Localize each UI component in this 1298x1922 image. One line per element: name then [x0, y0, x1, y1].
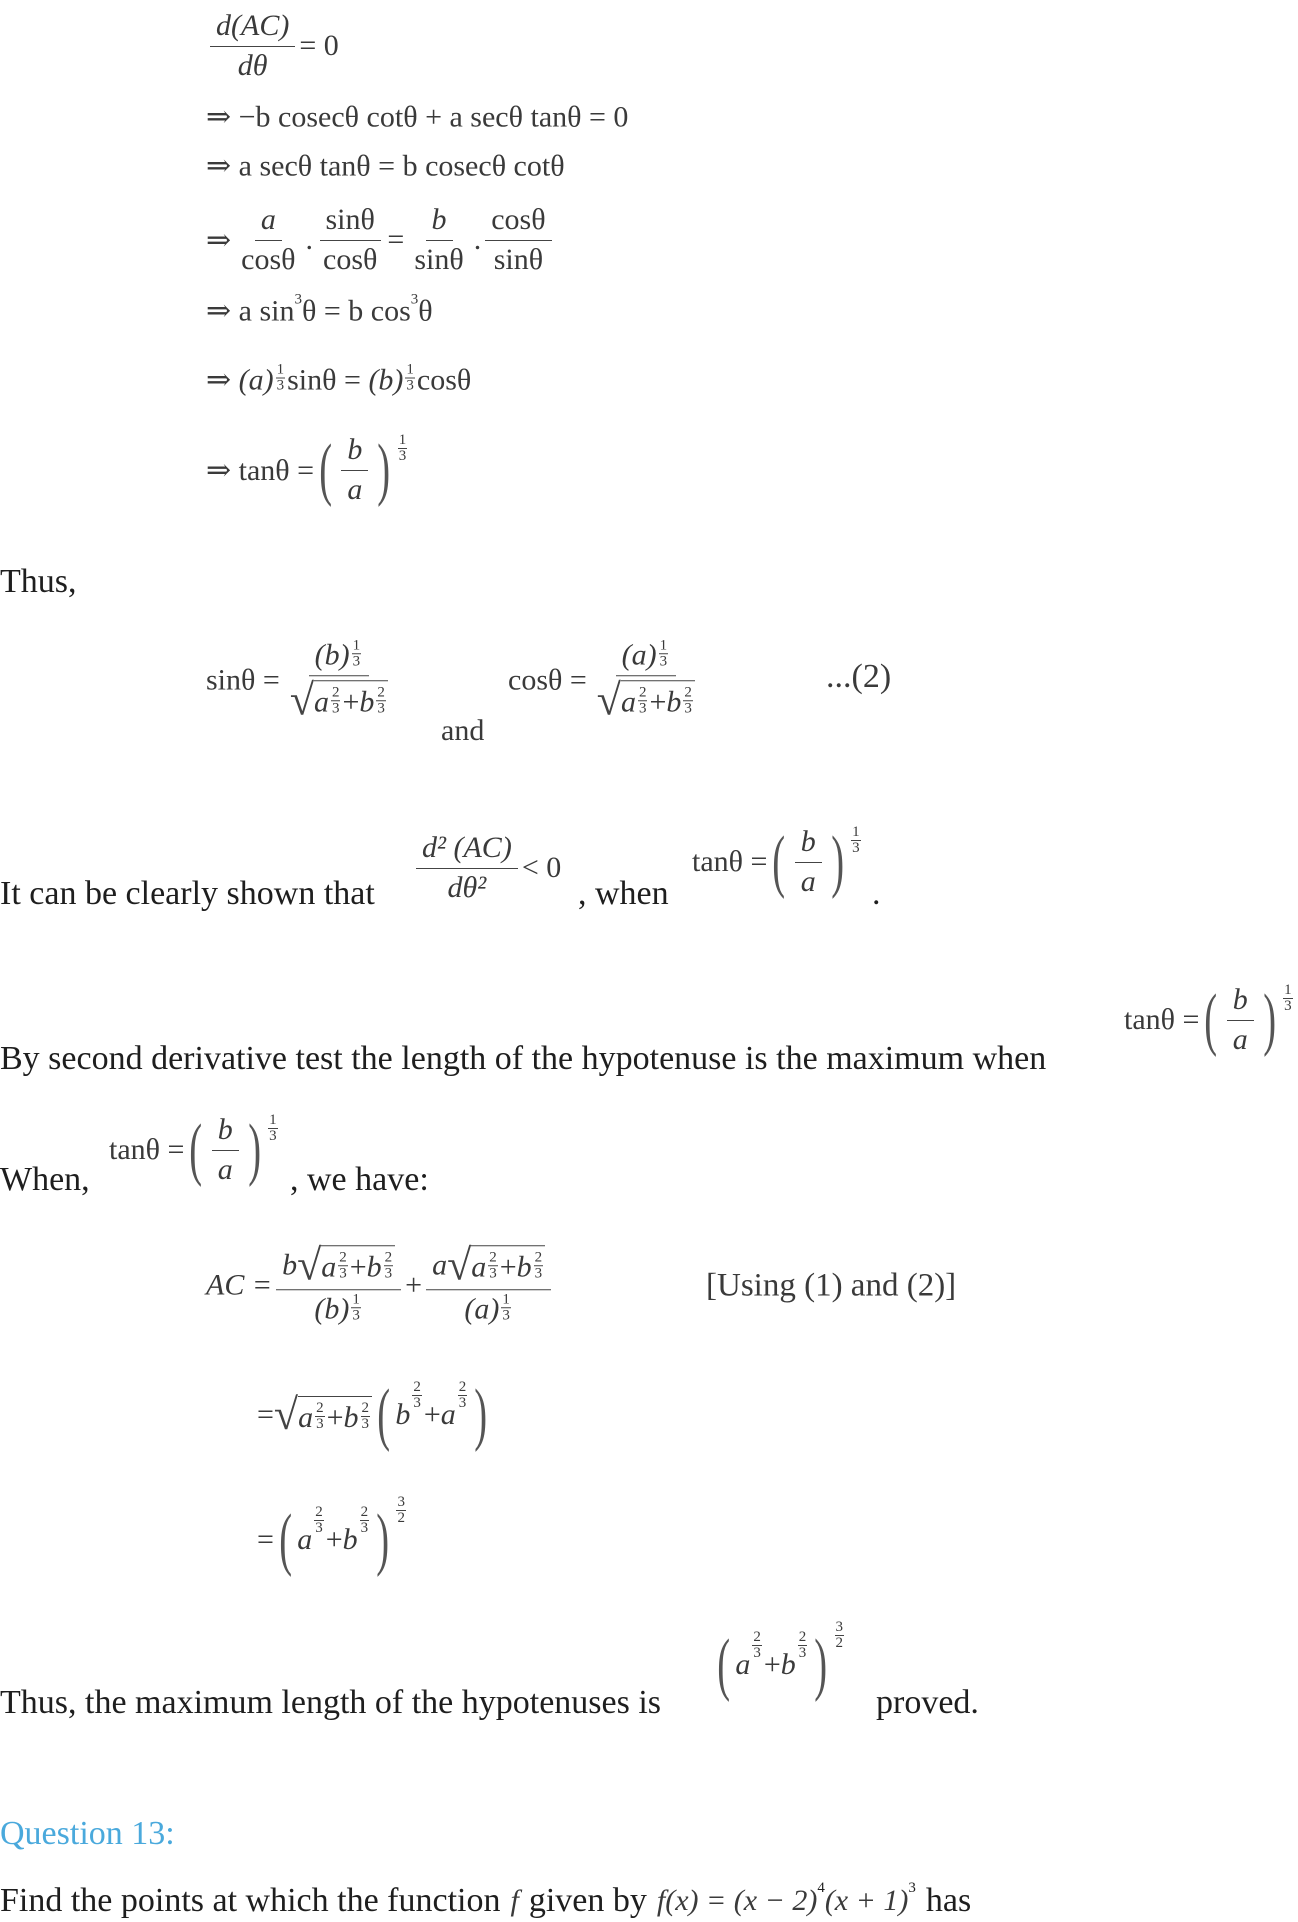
denominator: a — [217, 1152, 233, 1186]
paren: ) — [1263, 981, 1276, 1058]
sqrt: √ a $\frac{2}{3}$ + b $\frac{2}{3}$ — [274, 1393, 372, 1437]
question-heading: Question 13: — [0, 1815, 175, 1852]
lhs: tanθ = — [692, 845, 768, 878]
exp — [752, 1630, 762, 1661]
num: 2 — [534, 1249, 543, 1266]
exp — [534, 1251, 544, 1282]
numerator: cosθ — [485, 203, 551, 241]
exponent-fraction — [276, 363, 286, 394]
numerator: d² (AC) — [416, 831, 518, 869]
text: has — [925, 1882, 972, 1919]
plus: + — [423, 1398, 441, 1431]
ac-expression — [206, 1240, 555, 1327]
clearly-text: It can be clearly shown that — [0, 875, 375, 912]
tan-expr — [1124, 983, 1295, 1057]
part: cosθ — [416, 363, 472, 396]
paren: ( — [717, 1626, 731, 1703]
den: 3 — [413, 1395, 421, 1411]
lhs: cosθ = — [508, 663, 587, 696]
fraction — [416, 831, 518, 905]
num: 2 — [458, 1379, 467, 1395]
sin-theta-eq — [206, 638, 398, 722]
paren: ) — [814, 1626, 828, 1703]
base: (a) — [464, 1292, 500, 1326]
exp — [361, 1401, 371, 1432]
fraction — [276, 1240, 401, 1327]
fraction — [212, 1113, 239, 1187]
a: a — [297, 1523, 313, 1556]
paren: ) — [248, 1111, 261, 1188]
exp — [331, 685, 341, 716]
b: b — [780, 1648, 796, 1681]
base: (b) — [368, 363, 404, 396]
a: a — [735, 1648, 751, 1681]
equals: = — [257, 1398, 274, 1431]
denominator: cosθ — [323, 242, 378, 276]
fraction — [341, 433, 368, 507]
exp — [352, 638, 362, 669]
num: 2 — [360, 1504, 369, 1520]
expr-part: (x + 1) — [824, 1884, 909, 1917]
denominator: a — [800, 864, 816, 898]
den: 3 — [406, 377, 414, 394]
den: 3 — [458, 1395, 467, 1411]
denominator: dθ² — [447, 870, 487, 904]
num: 1 — [1284, 982, 1292, 998]
fraction — [591, 638, 701, 722]
second-derivative-expr — [412, 831, 561, 905]
den: 3 — [798, 1645, 807, 1661]
paren: ( — [1204, 981, 1218, 1058]
exponent: 4 — [817, 1880, 825, 1896]
a: a — [298, 1400, 314, 1434]
less-than-zero: < 0 — [521, 851, 562, 884]
fraction — [485, 203, 551, 277]
lhs: ⇒ tanθ = — [206, 453, 315, 487]
a: a — [471, 1250, 487, 1284]
part: sinθ = — [287, 363, 361, 396]
text: Find the points at which the function — [0, 1882, 501, 1919]
num: 2 — [339, 1249, 347, 1266]
den: 3 — [684, 700, 692, 716]
step-7 — [206, 433, 409, 507]
den: 3 — [852, 840, 860, 856]
b: b — [666, 685, 682, 718]
b: b — [282, 1248, 298, 1281]
num: 1 — [352, 637, 361, 654]
implies: ⇒ — [206, 363, 232, 397]
den: 3 — [331, 700, 340, 716]
implies: ⇒ — [206, 223, 232, 257]
den: 3 — [352, 653, 361, 670]
ac-final — [257, 1494, 408, 1578]
num: 1 — [852, 824, 860, 840]
num: 2 — [331, 684, 340, 700]
base: (b) — [314, 638, 350, 672]
paren: ) — [474, 1376, 488, 1453]
a: a — [440, 1398, 456, 1431]
denominator: sinθ — [414, 242, 464, 276]
fraction — [426, 1240, 551, 1327]
cos-theta-eq — [508, 638, 705, 722]
numerator: b — [212, 1113, 239, 1151]
exp — [458, 1380, 468, 1411]
denominator: cosθ — [241, 242, 296, 276]
text: given by — [528, 1882, 647, 1919]
fraction — [408, 203, 469, 277]
num: 2 — [377, 684, 385, 700]
fraction — [210, 9, 295, 83]
exponent-fraction: 3 2 — [835, 1619, 844, 1651]
lhs: tanθ = — [1124, 1003, 1200, 1036]
exp — [351, 1292, 361, 1323]
numerator: b — [341, 433, 368, 471]
plus: + — [349, 1250, 367, 1284]
plus: + — [342, 685, 360, 718]
derivative-zero-eq — [206, 9, 339, 83]
lhs: tanθ = — [109, 1133, 185, 1166]
num: 2 — [638, 684, 647, 700]
num: 1 — [659, 637, 668, 654]
b: b — [516, 1250, 532, 1284]
base: (b) — [314, 1292, 350, 1326]
den: 3 — [1284, 998, 1292, 1014]
plus: + — [499, 1250, 517, 1284]
denominator: a — [1232, 1022, 1248, 1056]
paren: ( — [772, 823, 786, 900]
exp — [384, 1251, 394, 1282]
part: θ = b cos — [301, 294, 411, 327]
dot: . — [473, 223, 482, 256]
denominator: dθ — [237, 48, 268, 82]
sqrt: √ a $\frac{2}{3}$ + b $\frac{2}{3}$ — [591, 676, 701, 722]
den: 3 — [753, 1645, 761, 1661]
plus: + — [325, 1523, 343, 1556]
num: 1 — [276, 361, 285, 378]
exp — [315, 1401, 325, 1432]
equals: = — [387, 223, 405, 256]
den: 3 — [315, 1520, 323, 1536]
denominator — [308, 1290, 368, 1327]
base: (a) — [238, 363, 274, 396]
denominator: sinθ — [493, 242, 544, 276]
exp — [798, 1630, 808, 1661]
step-5 — [206, 291, 433, 329]
proved-text: proved. — [876, 1684, 979, 1721]
dot: . — [305, 223, 314, 256]
exponent-fraction — [405, 363, 415, 394]
den: 3 — [659, 653, 668, 670]
b: b — [366, 1250, 382, 1284]
numerator: sinθ — [320, 203, 381, 241]
num: 2 — [753, 1629, 761, 1645]
denominator: a — [347, 472, 363, 506]
exponent-fraction: 3 2 — [397, 1494, 405, 1526]
numerator — [616, 638, 676, 676]
lhs: sinθ = — [206, 663, 280, 696]
den: 3 — [384, 1265, 393, 1282]
num: 2 — [798, 1629, 807, 1645]
a: a — [321, 1250, 337, 1284]
exponent-fraction — [268, 1113, 278, 1144]
we-have-text: , we have: — [290, 1161, 429, 1198]
numerator: b — [426, 203, 453, 241]
using-note: [Using (1) and (2)] — [706, 1267, 957, 1304]
a: a — [432, 1248, 448, 1281]
a: a — [313, 685, 329, 718]
exp — [412, 1380, 422, 1411]
paren: ( — [189, 1111, 203, 1188]
exp — [360, 1505, 370, 1536]
b: b — [342, 1523, 358, 1556]
when-label: When, — [0, 1161, 90, 1198]
den: 3 — [269, 1128, 277, 1144]
equals: = — [257, 1523, 274, 1556]
numerator: d(AC) — [210, 9, 295, 47]
equation-ref: ...(2) — [826, 658, 892, 695]
fraction — [317, 203, 383, 277]
exponent-fraction — [851, 825, 861, 856]
den: 3 — [534, 1265, 543, 1282]
b: b — [343, 1400, 359, 1434]
den: 3 — [276, 377, 285, 394]
question-text — [0, 1882, 971, 1920]
num: 2 — [361, 1399, 369, 1416]
conclusion-text: Thus, the maximum length of the hypotenuses is — [0, 1684, 662, 1721]
fraction — [284, 638, 394, 722]
num: 2 — [384, 1249, 393, 1266]
lhs: AC = — [206, 1268, 273, 1301]
when-text: , when — [578, 875, 669, 912]
exp — [314, 1505, 324, 1536]
num: 1 — [352, 1291, 360, 1308]
plus: + — [405, 1268, 423, 1301]
exp — [338, 1251, 348, 1282]
paren: ) — [377, 431, 391, 508]
numerator — [309, 638, 369, 676]
den: 3 — [489, 1265, 497, 1282]
second-derivative-text: By second derivative test the length of the hypotenuse is the maximum when — [0, 1040, 1047, 1077]
plus: + — [763, 1648, 781, 1681]
den: 3 — [502, 1307, 510, 1324]
paren: ( — [319, 431, 333, 508]
den: 3 — [377, 700, 385, 716]
base: (a) — [621, 638, 657, 672]
part: ⇒ a sin — [206, 294, 295, 328]
den: 3 — [339, 1265, 347, 1282]
plus: + — [326, 1400, 344, 1434]
num: 2 — [489, 1249, 497, 1266]
function-symbol: f — [510, 1884, 519, 1917]
step-6 — [206, 363, 471, 398]
num: 2 — [316, 1399, 324, 1416]
num: 1 — [269, 1112, 277, 1128]
numerator: b — [1227, 983, 1254, 1021]
den: 3 — [352, 1307, 360, 1324]
fraction — [1227, 983, 1254, 1057]
exp — [683, 685, 693, 716]
den: 3 — [360, 1520, 369, 1536]
tan-expr — [692, 825, 863, 899]
paren: ) — [831, 823, 844, 900]
and-label: and — [441, 714, 485, 747]
expr-part: f(x) = (x − 2) — [656, 1884, 818, 1917]
den: 3 — [398, 448, 407, 464]
denominator — [458, 1290, 518, 1327]
fraction — [795, 825, 822, 899]
exponent: 3 — [908, 1880, 916, 1896]
num: 1 — [398, 432, 407, 448]
numerator: b √ a $\frac{2}{3}$ + b $\frac{2}{3}$ — [276, 1243, 401, 1290]
a: a — [620, 685, 636, 718]
exp — [501, 1292, 511, 1323]
b: b — [395, 1398, 411, 1431]
numerator: b — [795, 825, 822, 863]
fraction — [235, 203, 301, 277]
exponent-fraction — [1283, 983, 1293, 1014]
numerator: a √ a $\frac{2}{3}$ + b $\frac{2}{3}$ — [426, 1243, 551, 1290]
step-4 — [206, 203, 556, 277]
paren: ( — [377, 1376, 391, 1453]
plus: + — [649, 685, 667, 718]
num: 2 — [315, 1504, 323, 1520]
max-length-expr — [712, 1619, 846, 1703]
sqrt: √ a $\frac{2}{3}$ + b $\frac{2}{3}$ — [284, 676, 394, 722]
den: 3 — [638, 700, 647, 716]
part: θ — [418, 294, 433, 327]
exponent-fraction — [398, 433, 408, 464]
paren: ( — [279, 1501, 292, 1578]
num: 1 — [502, 1291, 510, 1308]
den: 3 — [361, 1415, 369, 1432]
exp — [488, 1251, 498, 1282]
num: 2 — [413, 1379, 421, 1395]
exponent: 3 — [294, 291, 302, 308]
thus-label: Thus, — [0, 563, 77, 600]
period: . — [872, 875, 881, 912]
exp — [659, 638, 669, 669]
exponent: 3 — [410, 291, 419, 308]
tan-expr — [109, 1113, 280, 1187]
den: 3 — [316, 1415, 324, 1432]
exp — [638, 685, 648, 716]
num: 2 — [684, 684, 692, 700]
rhs: = 0 — [299, 29, 339, 62]
step-3: ⇒ a secθ tanθ = b cosecθ cotθ — [206, 149, 565, 183]
num: 1 — [406, 361, 414, 378]
numerator: a — [255, 203, 282, 241]
ac-simplified — [257, 1376, 493, 1453]
step-2: ⇒ −b cosecθ cotθ + a secθ tanθ = 0 — [206, 100, 629, 134]
paren: ) — [376, 1501, 390, 1578]
b: b — [359, 685, 375, 718]
exp — [376, 685, 386, 716]
